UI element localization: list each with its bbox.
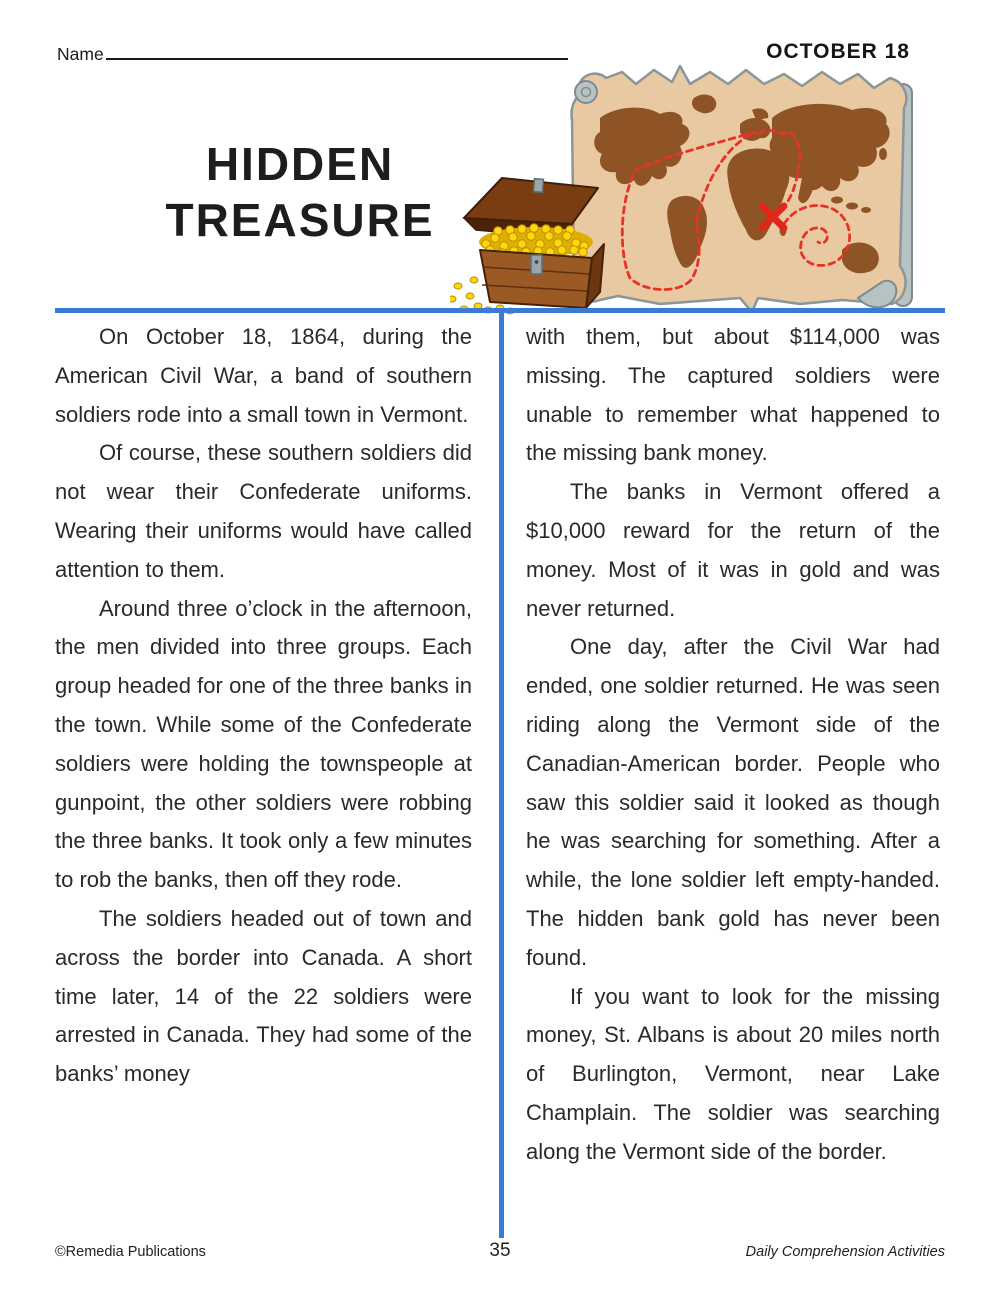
name-label: Name <box>57 44 104 64</box>
treasure-chest-icon <box>450 178 604 314</box>
page-title <box>95 136 505 248</box>
page-footer <box>55 1240 945 1262</box>
paragraph: The banks in Vermont offered a $10,000 reward for the return of the money. Most of it was in gold and was never returned. <box>526 479 940 621</box>
paragraph: Of course, these southern soldiers did not wear their Confederate uniforms. Wearing their uniforms would have called attention to them. <box>55 440 472 582</box>
page-title-line2: TREASURE <box>165 194 435 246</box>
paragraph: On October 18, 1864, during the American Civil War, a band of southern soldiers rode into a small town in Vermont. <box>55 324 472 427</box>
column-gap <box>472 313 499 1241</box>
page-title-line1: HIDDEN <box>205 138 395 190</box>
paragraph: One day, after the Civil War had ended, one soldier returned. He was seen riding along the Vermont side of the Canadian-American border. People who saw this soldier said it looked as though he was searching for something. After a while, the lone soldier left empty-handed. The hidden bank gold has never been found. <box>526 634 940 970</box>
paragraph: Around three o’clock in the afternoon, the men divided into three groups. Each group headed for one of the three banks in the town. While some of the Confederate soldiers were holding the townspeople at gunpoint, the other soldiers were robbing the three banks. It took only a few minutes to rob the banks, then off they rode. <box>55 595 472 893</box>
story-right-column <box>526 313 940 1241</box>
publisher-credit: ©Remedia Publications <box>55 1244 206 1260</box>
page-number: 35 <box>489 1240 511 1261</box>
paragraph: If you want to look for the missing money, St. Albans is about 20 miles north of Burlington, Vermont, near Lake Champlain. The soldier was searching along the Vermont side of the border. <box>526 983 940 1164</box>
story-left-column <box>55 313 472 1241</box>
series-title: Daily Comprehension Activities <box>745 1244 945 1260</box>
story-columns <box>55 313 945 1241</box>
header-illustration <box>450 58 920 315</box>
date-heading: OCTOBER 18 <box>766 40 910 63</box>
paragraph: with them, but about $114,000 was missing. The captured soldiers were unable to remember what happened to the missing bank money. <box>526 324 940 466</box>
column-gap <box>504 313 526 1241</box>
treasure-map-icon <box>571 66 912 312</box>
paragraph: The soldiers headed out of town and across the border into Canada. A short time later, 14 of the 22 soldiers were arrested in Canada. They had some of the banks’ money <box>55 905 472 1087</box>
